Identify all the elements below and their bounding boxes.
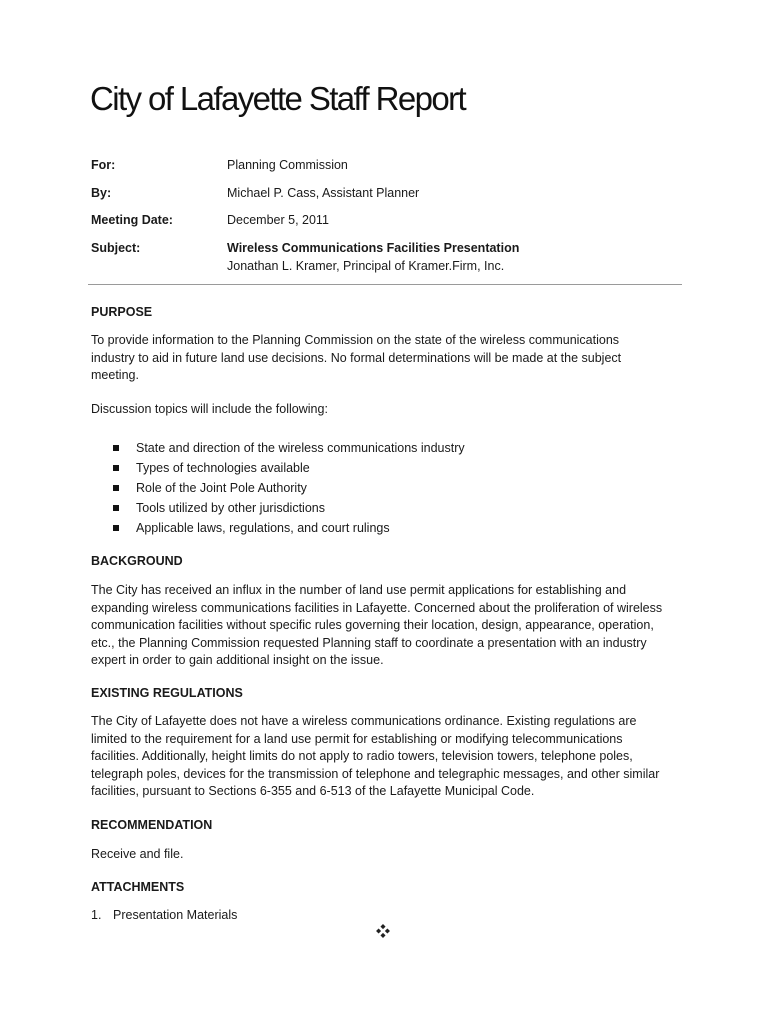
- for-label: For:: [91, 158, 116, 172]
- list-item-text: Applicable laws, regulations, and court rulings: [136, 521, 390, 535]
- discussion-topics-list: [91, 438, 465, 538]
- square-bullet-icon: [113, 445, 119, 451]
- square-bullet-icon: [113, 465, 119, 471]
- list-item: [91, 438, 465, 458]
- paragraph-line: etc., the Planning Commission requested Planning staff to coordinate a presentation with an industry: [91, 635, 647, 650]
- paragraph-line: Discussion topics will include the following:: [91, 402, 328, 416]
- paragraph-line: industry to aid in future land use decisions. No formal determinations will be made at the subject: [91, 350, 622, 365]
- subject-presenter: Jonathan L. Kramer, Principal of Kramer.Firm, Inc.: [227, 259, 505, 273]
- subject-title: Wireless Communications Facilities Presentation: [227, 241, 520, 255]
- recommendation-heading: RECOMMENDATION: [91, 818, 213, 832]
- purpose-heading: PURPOSE: [91, 305, 153, 319]
- paragraph-line: limited to the requirement for a land use permit for establishing or modifying telecommunications: [91, 731, 623, 746]
- paragraph-line: expanding wireless communications facilities in Lafayette. Concerned about the proliferation of wireless: [91, 600, 663, 615]
- header-divider: [88, 284, 682, 285]
- for-value: Planning Commission: [227, 158, 348, 172]
- by-label: By:: [91, 186, 112, 200]
- paragraph-line: The City of Lafayette does not have a wireless communications ordinance. Existing regulations are: [91, 714, 637, 728]
- attachments-heading: ATTACHMENTS: [91, 880, 185, 894]
- list-item: [91, 458, 465, 478]
- list-item-text: Tools utilized by other jurisdictions: [136, 501, 325, 515]
- existing-regulations-heading: EXISTING REGULATIONS: [91, 686, 243, 700]
- paragraph-line: facilities, pursuant to Sections 6-355 and 6-513 of the Lafayette Municipal Code.: [91, 784, 535, 798]
- topics-intro: [91, 401, 691, 419]
- document-title: City of Lafayette Staff Report: [90, 80, 466, 117]
- list-item-text: Role of the Joint Pole Authority: [136, 481, 307, 495]
- paragraph-line: expert in order to gain additional insight on the issue.: [91, 653, 384, 667]
- background-heading: BACKGROUND: [91, 554, 183, 568]
- background-paragraph: [91, 582, 691, 670]
- paragraph-line: To provide information to the Planning Commission on the state of the wireless communications: [91, 333, 620, 347]
- by-value: Michael P. Cass, Assistant Planner: [227, 186, 420, 200]
- square-bullet-icon: [113, 485, 119, 491]
- purpose-paragraph: [91, 332, 691, 385]
- subject-label: Subject:: [91, 241, 141, 255]
- existing-regulations-paragraph: [91, 713, 691, 801]
- attachment-label: Presentation Materials: [113, 908, 238, 922]
- recommendation-paragraph: [91, 846, 691, 864]
- meeting-date-label: Meeting Date:: [91, 213, 173, 227]
- paragraph-line: meeting.: [91, 368, 139, 382]
- list-item: [91, 478, 465, 498]
- list-item: [91, 518, 465, 538]
- list-item: [91, 498, 465, 518]
- list-item-text: Types of technologies available: [136, 461, 310, 475]
- square-bullet-icon: [113, 525, 119, 531]
- list-item-text: State and direction of the wireless communications industry: [136, 441, 465, 455]
- square-bullet-icon: [113, 505, 119, 511]
- paragraph-line: communication facilities without specific rules governing their location, design, appearance, operation,: [91, 618, 654, 632]
- attachment-number: 1.: [91, 908, 102, 922]
- paragraph-line: Receive and file.: [91, 847, 184, 861]
- meeting-date-value: December 5, 2011: [227, 213, 329, 227]
- paragraph-line: The City has received an influx in the number of land use permit applications for establishing and: [91, 583, 627, 597]
- attachment-item: [91, 908, 237, 922]
- paragraph-line: telegraph poles, devices for the transmission of telephone and telegraphic messages, and other similar: [91, 766, 660, 781]
- paragraph-line: facilities. Additionally, height limits do not apply to radio towers, television towers, telephone poles,: [91, 749, 633, 763]
- diamond-ornament-icon: [376, 924, 390, 938]
